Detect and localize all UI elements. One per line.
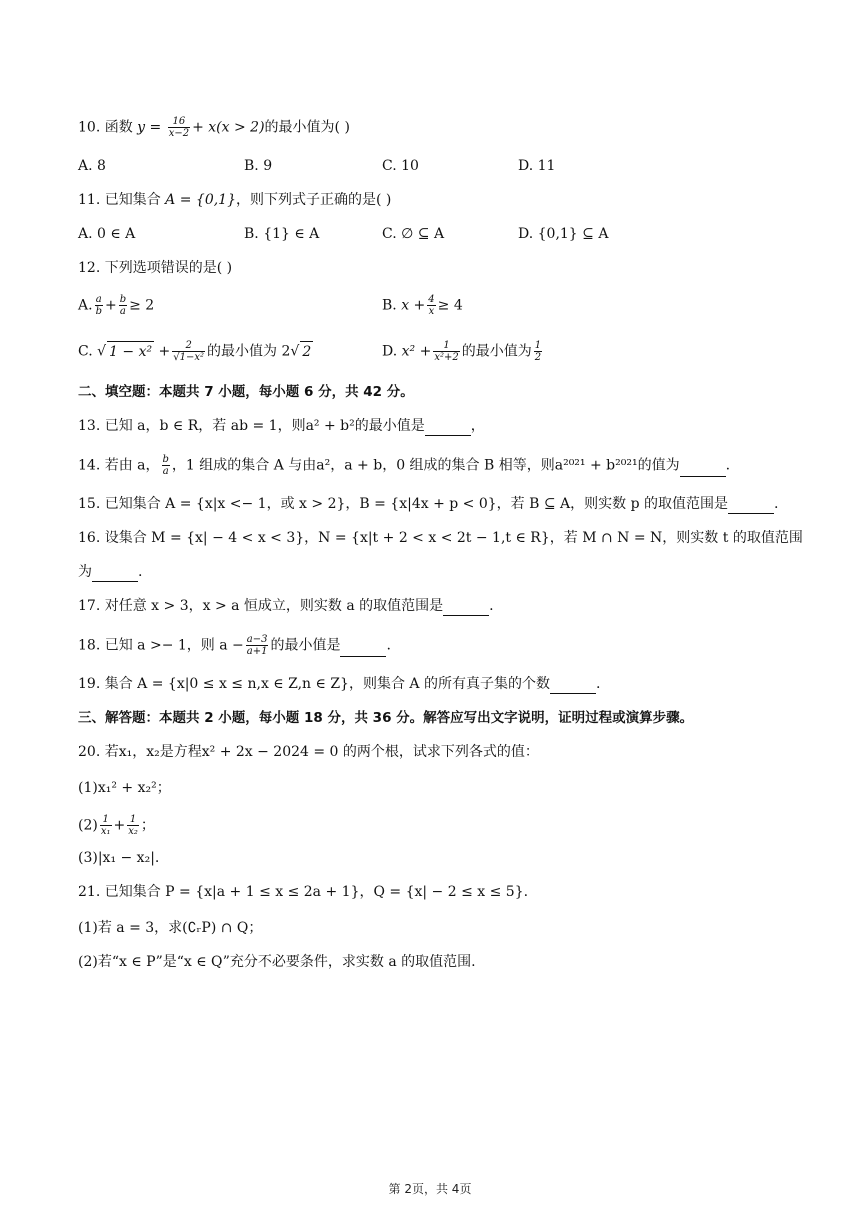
q12-a-frac2: [119, 294, 127, 317]
q12-option-d: [382, 340, 544, 363]
q12-a-n1: a: [95, 294, 102, 305]
q11-text-a: 11. 已知集合: [78, 192, 166, 208]
q10-option-c: C. 10: [382, 158, 419, 174]
q20-part-1: (1)x₁² + x₂²；: [78, 780, 171, 796]
q12-c-plus: +: [158, 343, 171, 360]
question-15: [78, 494, 778, 514]
q16-text-b: 为: [78, 564, 92, 580]
q12-c-frac: [172, 340, 205, 363]
q19-blank: [550, 679, 596, 694]
question-14: [78, 454, 730, 477]
q18-end: .: [386, 637, 391, 654]
q10-num: 16: [168, 116, 190, 128]
q10-lhs: y =: [137, 119, 162, 136]
q20-p2-frac1: [100, 814, 112, 837]
q12-b-label: B.: [382, 297, 397, 314]
q18-d: a+1: [246, 646, 268, 657]
q15-text: 15. 已知集合 A = {x|x <− 1，或 x > 2}，B = {x|4x + p < 0}，若 B ⊆ A，则实数 p 的取值范围是: [78, 496, 729, 512]
q10-fraction: [168, 116, 190, 139]
q20-p2-plus: +: [113, 817, 126, 834]
q12-c-tail: 的最小值为 2: [207, 343, 291, 360]
q18-frac: [246, 634, 269, 657]
q12-option-a: [78, 294, 154, 317]
q12-b-frac: [427, 294, 435, 317]
q20-p2-n1: 1: [100, 814, 112, 826]
q12-a-n2: b: [119, 294, 127, 305]
question-19: [78, 674, 600, 694]
q20-p2-frac2: [127, 814, 139, 837]
q12-a-d2: a: [119, 306, 126, 317]
section-2-heading: 二、填空题：本题共 7 小题，每小题 6 分，共 42 分。: [78, 384, 414, 400]
q10-option-d: D. 11: [518, 158, 556, 174]
q10-option-b: B. 9: [244, 158, 273, 174]
q15-blank: [728, 499, 774, 514]
q20-part-3: (3)|x₁ − x₂|.: [78, 850, 160, 866]
q17-end: .: [489, 598, 494, 614]
q12-option-b: [382, 294, 463, 317]
q12-d-n2: 1: [534, 340, 542, 351]
question-20: 20. 若x₁，x₂是方程x² + 2x − 2024 = 0 的两个根，试求下列各式的值：: [78, 744, 539, 760]
q12-d-d2: 2: [534, 352, 542, 363]
q12-c-root: 1 − x²: [107, 341, 154, 362]
q20-p2-d1: x₁: [100, 826, 111, 837]
q20-part-2: [78, 814, 155, 837]
q20-p2-tail: ；: [140, 817, 155, 834]
q12-a-tail: ≥ 2: [129, 297, 155, 314]
q18-text-b: 的最小值是: [270, 637, 341, 654]
q17-blank: [443, 601, 489, 616]
q20-p2-d2: x₂: [128, 826, 138, 837]
q12-d-label: D.: [382, 343, 398, 360]
q11-option-c: C. ∅ ⊆ A: [382, 226, 445, 242]
q12-a-plus: +: [104, 297, 117, 314]
q16-blank: [92, 567, 138, 582]
q12-a-d1: b: [95, 306, 102, 317]
q12-b-tail: ≥ 4: [437, 297, 463, 314]
q12-d-frac2: [534, 340, 542, 363]
q18-n: a−3: [246, 634, 268, 645]
q11-option-b: B. {1} ∈ A: [244, 226, 320, 242]
q14-frac: [162, 454, 170, 477]
question-17: [78, 596, 494, 616]
q20-p2-n2: 1: [127, 814, 139, 826]
q11-expr: A = {0,1}: [165, 192, 236, 208]
q12-d-d: x²+2: [434, 352, 459, 363]
q12-a-label: A.: [78, 297, 93, 314]
q12-c-root2: 2: [300, 341, 313, 362]
q15-end: .: [774, 496, 779, 512]
q12-b-head: x +: [401, 297, 426, 314]
question-16: 16. 设集合 M = {x| − 4 < x < 3}，N = {x|t + 2 < x < 2t − 1,t ∈ R}，若 M ∩ N = N，则实数 t 的取值范围: [78, 530, 803, 546]
q12-a-frac1: [95, 294, 103, 317]
q14-end: .: [725, 457, 731, 474]
q10-prefix: 10. 函数: [78, 119, 138, 136]
q12-c-label: C.: [78, 343, 93, 360]
q14-n: b: [162, 454, 169, 465]
q12-c-n: 2: [172, 340, 205, 352]
q18-blank: [340, 642, 386, 657]
section-3-heading: 三、解答题：本题共 2 小题，每小题 18 分，共 36 分。解答应写出文字说明，证明过程或演算步骤。: [78, 710, 694, 726]
question-18: [78, 634, 391, 657]
q10-suffix: 的最小值为( ): [264, 119, 350, 136]
q14-text-b: ，1 组成的集合 A 与由a²，a + b，0 组成的集合 B 相等，则a²⁰²¹ + b²⁰²¹的值为: [171, 457, 680, 474]
question-21: 21. 已知集合 P = {x|a + 1 ≤ x ≤ 2a + 1}，Q = {x| − 2 ≤ x ≤ 5}.: [78, 884, 529, 900]
question-12: 12. 下列选项错误的是( ): [78, 260, 233, 276]
q12-d-mid: 的最小值为: [461, 343, 532, 360]
q14-d: a: [162, 466, 169, 477]
q12-d-frac: [433, 340, 459, 363]
q19-end: .: [595, 676, 601, 692]
page-footer: 第 2页，共 4页: [388, 1182, 472, 1196]
q11-option-a: A. 0 ∈ A: [78, 226, 136, 242]
q11-text-b: ，则下列式子正确的是( ): [236, 192, 392, 208]
q10-option-a: A. 8: [78, 158, 106, 174]
question-10: [78, 116, 350, 139]
question-13: [78, 416, 485, 436]
q18-text-a: 18. 已知 a >− 1，则 a −: [78, 637, 244, 654]
question-11: [78, 190, 391, 210]
q19-text: 19. 集合 A = {x|0 ≤ x ≤ n,x ∈ Z,n ∈ Z}，则集合 A 的所有真子集的个数: [78, 676, 550, 692]
q12-d-n: 1: [433, 340, 459, 352]
q12-option-c: C. √ 1 − x² + $\frac{2}{\text{√1−x²}}$ 的最小值为 2√ 2: [78, 340, 312, 363]
q12-c-d: √1−x²: [173, 352, 205, 363]
q12-d-head: x² +: [401, 343, 432, 360]
q16-end: .: [138, 564, 143, 580]
q13-blank: [425, 421, 471, 436]
q11-option-d: D. {0,1} ⊆ A: [518, 226, 609, 242]
q21-part-1: (1)若 a = 3，求(∁ᵣP) ∩ Q；: [78, 920, 263, 936]
q12-b-n: 4: [428, 294, 435, 305]
q12-b-d: x: [428, 306, 435, 317]
q14-text-a: 14. 若由 a，: [78, 457, 160, 474]
q21-part-2: (2)若“x ∈ P”是“x ∈ Q”充分不必要条件，求实数 a 的取值范围.: [78, 954, 476, 970]
q13-text: 13. 已知 a，b ∈ R，若 ab = 1，则a² + b²的最小值是: [78, 418, 425, 434]
q14-blank: [680, 462, 726, 477]
q13-end: ，: [470, 418, 485, 434]
q20-p2-label: (2): [78, 817, 98, 834]
q10-rhs: + x(x > 2): [192, 119, 265, 136]
question-16-cont: [78, 562, 142, 582]
q17-text: 17. 对任意 x > 3，x > a 恒成立，则实数 a 的取值范围是: [78, 598, 444, 614]
q10-den: x−2: [168, 128, 190, 139]
